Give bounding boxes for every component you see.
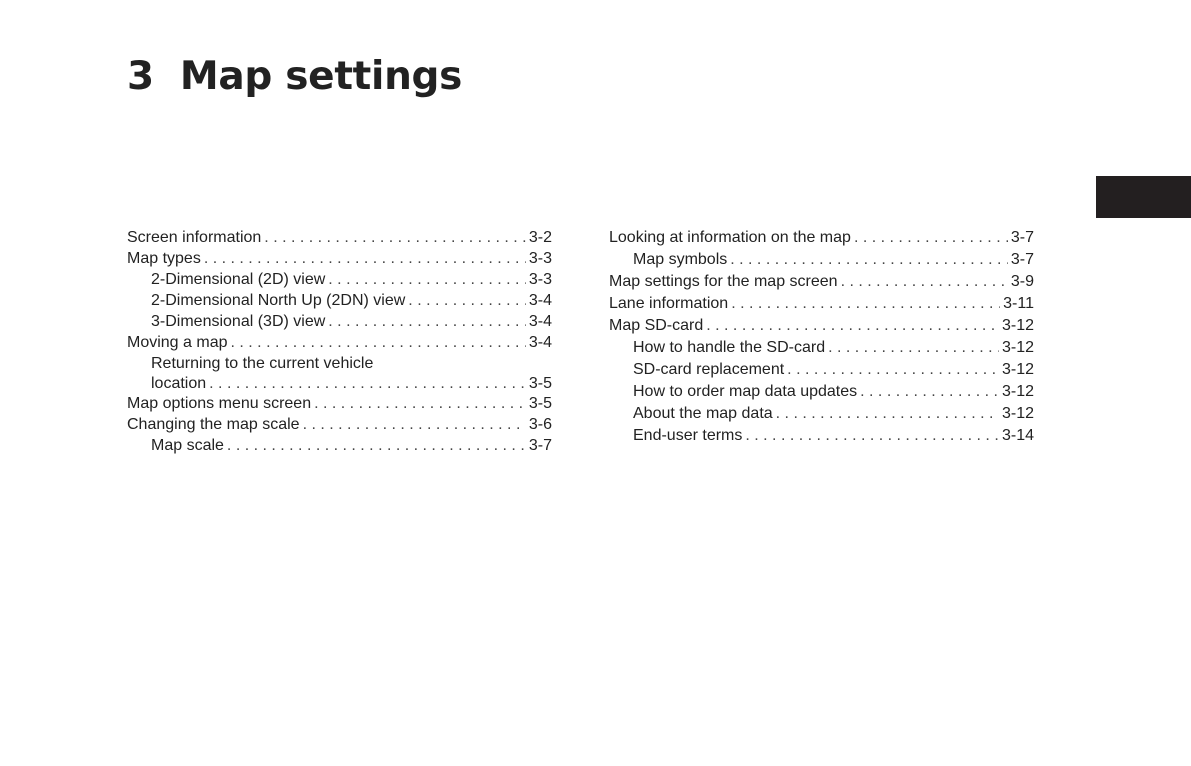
toc-entry-title: Looking at information on the map — [609, 229, 851, 246]
toc-entry-sd-card-replacement[interactable] — [609, 359, 1034, 381]
toc-leader-dots — [227, 435, 526, 456]
toc-leader-dots — [303, 414, 526, 435]
toc-entry-title: 2-Dimensional North Up (2DN) view — [151, 292, 406, 309]
toc-entry-map-sd-card[interactable] — [609, 315, 1034, 337]
toc-entry-map-scale[interactable] — [127, 435, 552, 456]
toc-leader-dots — [328, 269, 526, 290]
toc-entry-title: SD-card replacement — [633, 361, 785, 378]
toc-leader-dots — [408, 290, 526, 311]
toc-entry-page: 3-4 — [528, 334, 552, 351]
chapter-tab-marker — [1096, 176, 1191, 218]
toc-entry-title: Changing the map scale — [127, 416, 300, 433]
toc-entry-page: 3-11 — [1003, 295, 1034, 312]
toc-leader-dots — [706, 315, 999, 336]
toc-entry-title: Map scale — [151, 437, 224, 454]
toc-entry-page: 3-12 — [1001, 383, 1034, 400]
toc-entry-map-types[interactable] — [127, 248, 552, 269]
toc-leader-dots — [231, 332, 526, 353]
toc-leader-dots — [730, 249, 1008, 270]
toc-entry-changing-map-scale[interactable] — [127, 414, 552, 435]
toc-entry-page: 3-3 — [528, 250, 552, 267]
toc-leader-dots — [328, 311, 526, 332]
toc-entry-moving-a-map[interactable] — [127, 332, 552, 353]
toc-leader-dots — [314, 393, 526, 414]
toc-entry-title: Map options menu screen — [127, 395, 312, 412]
toc-right-column — [609, 227, 1034, 447]
toc-entry-title: Map symbols — [633, 251, 728, 268]
toc-entry-screen-information[interactable] — [127, 227, 552, 248]
toc-entry-page: 3-4 — [528, 313, 552, 330]
toc-leader-dots — [204, 248, 526, 269]
toc-leader-dots — [854, 227, 1008, 248]
toc-entry-page: 3-12 — [1001, 361, 1034, 378]
toc-leader-dots — [841, 271, 1008, 292]
toc-entry-map-symbols[interactable] — [609, 249, 1034, 271]
toc-leader-dots — [860, 381, 999, 402]
toc-entry-2d-view[interactable] — [127, 269, 552, 290]
toc-entry-page: 3-14 — [1001, 427, 1034, 444]
toc-entry-page: 3-7 — [1010, 251, 1034, 268]
toc-entry-title: End-user terms — [633, 427, 743, 444]
toc-entry-title-line2: location — [151, 375, 207, 392]
toc-entry-map-options-menu-screen[interactable] — [127, 393, 552, 414]
toc-entry-page: 3-5 — [528, 395, 552, 412]
toc-leader-dots — [264, 227, 526, 248]
toc-leader-dots — [828, 337, 999, 358]
toc-entry-map-settings-for-map-screen[interactable] — [609, 271, 1034, 293]
chapter-title-text: Map settings — [179, 54, 463, 99]
toc-leader-dots — [209, 374, 526, 393]
toc-entry-3d-view[interactable] — [127, 311, 552, 332]
toc-entry-how-to-handle-sd-card[interactable] — [609, 337, 1034, 359]
toc-entry-page: 3-7 — [528, 437, 552, 454]
toc-entry-page: 3-7 — [1010, 229, 1034, 246]
toc-entry-title: Lane information — [609, 295, 729, 312]
toc-left-column — [127, 227, 552, 456]
toc-entry-title: Moving a map — [127, 334, 228, 351]
toc-leader-dots — [731, 293, 1000, 314]
toc-entry-title: How to handle the SD-card — [633, 339, 826, 356]
toc-entry-end-user-terms[interactable] — [609, 425, 1034, 447]
toc-entry-page: 3-12 — [1001, 339, 1034, 356]
toc-entry-title: 3-Dimensional (3D) view — [151, 313, 326, 330]
toc-entry-about-map-data[interactable] — [609, 403, 1034, 425]
toc-entry-page: 3-2 — [528, 229, 552, 246]
toc-entry-page: 3-5 — [528, 375, 552, 392]
toc-entry-title: Map SD-card — [609, 317, 704, 334]
toc-entry-looking-at-information[interactable] — [609, 227, 1034, 249]
chapter-number: 3 — [127, 54, 154, 99]
toc-leader-dots — [776, 403, 999, 424]
toc-entry-page: 3-6 — [528, 416, 552, 433]
toc-entry-title-line1: Returning to the current vehicle — [151, 355, 374, 372]
toc-entry-page: 3-4 — [528, 292, 552, 309]
toc-entry-page: 3-9 — [1010, 273, 1034, 290]
toc-entry-title: 2-Dimensional (2D) view — [151, 271, 326, 288]
toc-entry-order-map-data-updates[interactable] — [609, 381, 1034, 403]
toc-entry-title: Map types — [127, 250, 201, 267]
toc-entry-title: About the map data — [633, 405, 773, 422]
toc-entry-returning-to-vehicle-location[interactable] — [127, 353, 552, 393]
toc-entry-title: Screen information — [127, 229, 262, 246]
toc-entry-page: 3-3 — [528, 271, 552, 288]
toc-entry-title: How to order map data updates — [633, 383, 858, 400]
toc-entry-lane-information[interactable] — [609, 293, 1034, 315]
chapter-title — [127, 54, 462, 99]
toc-entry-title: Map settings for the map screen — [609, 273, 838, 290]
toc-leader-dots — [745, 425, 999, 446]
toc-leader-dots — [787, 359, 999, 380]
toc-entry-page: 3-12 — [1001, 405, 1034, 422]
toc-entry-page: 3-12 — [1001, 317, 1034, 334]
toc-entry-2dn-view[interactable] — [127, 290, 552, 311]
